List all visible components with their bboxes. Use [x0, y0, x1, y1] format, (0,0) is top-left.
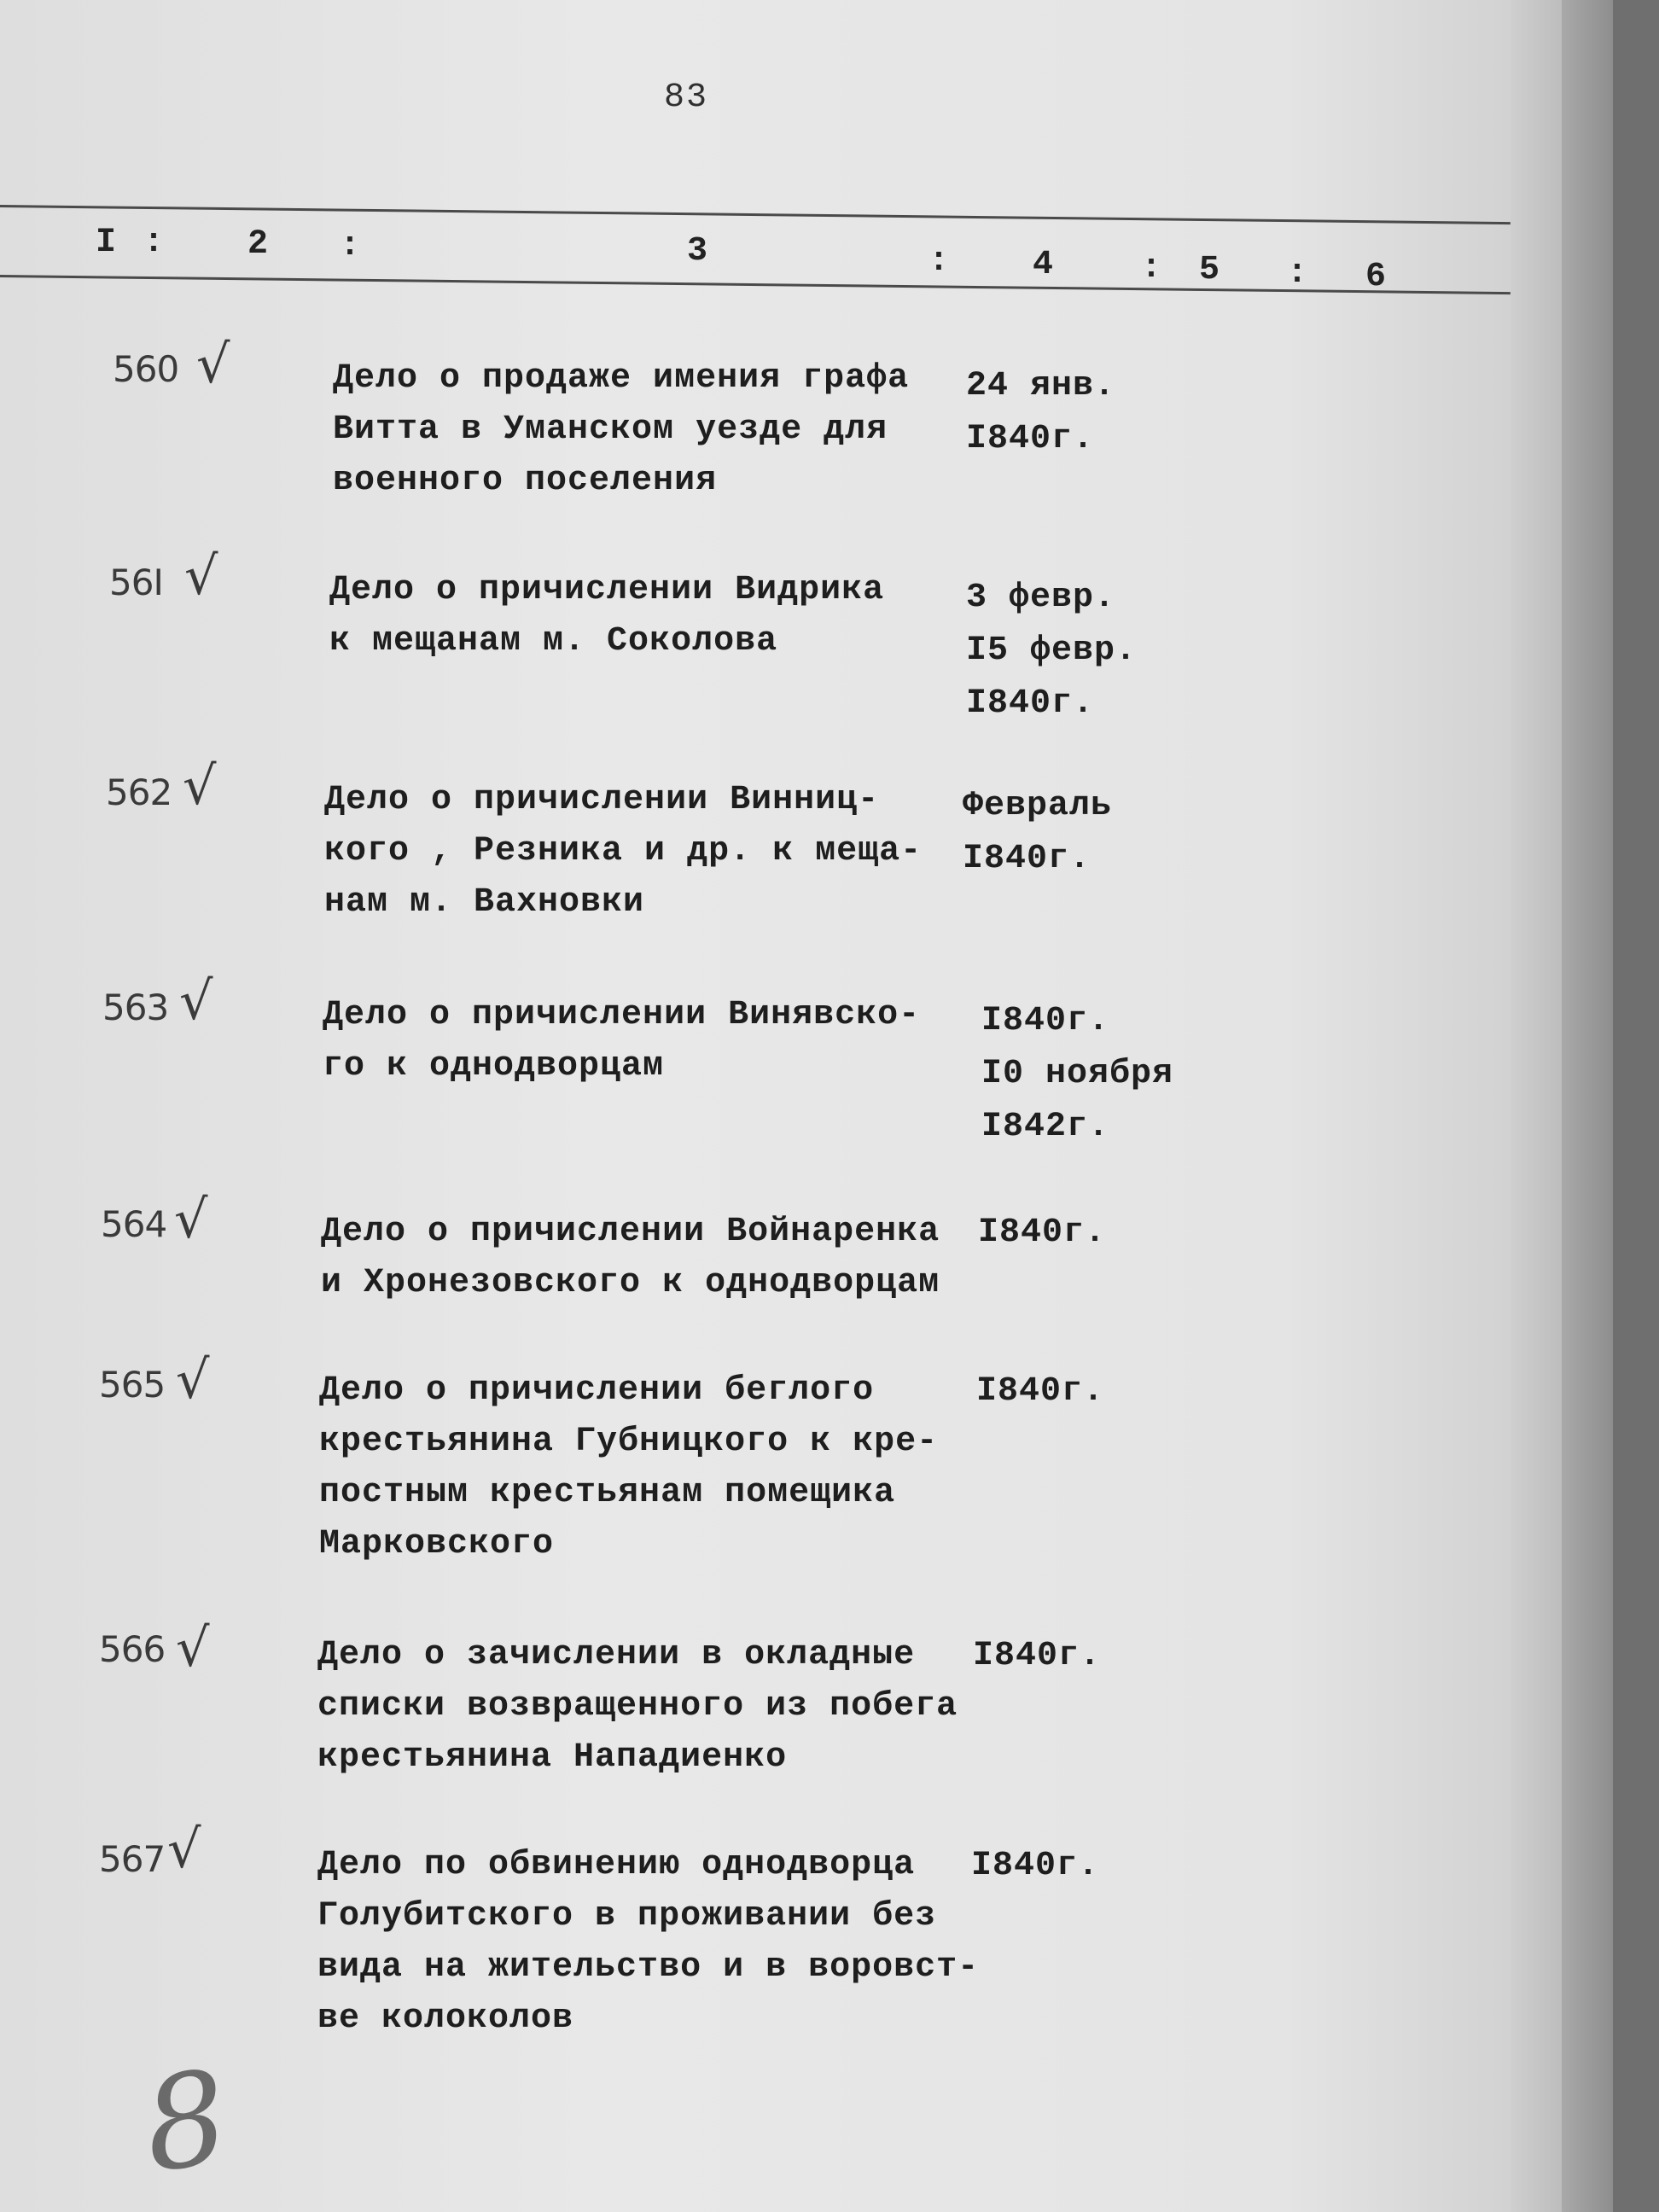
record-date: Февраль I840г. [963, 787, 1113, 878]
record-number: 562 [106, 771, 172, 813]
header-bottom-rule [0, 275, 1511, 294]
record-description: Дело о причислении Видрика к мещанам м. Соколова [329, 571, 885, 661]
record-date: I840г. [973, 1637, 1102, 1675]
page-number: 83 [664, 79, 709, 117]
record-date: 24 янв. I840г. [966, 367, 1116, 458]
record-number: 564 [101, 1203, 167, 1245]
record-number: 567 [99, 1838, 166, 1880]
column-header-1: I [96, 224, 117, 262]
check-mark-icon: √ [184, 544, 218, 607]
column-header-4: 4 [1033, 246, 1054, 284]
column-separator: : [1141, 249, 1162, 288]
record-date: I840г. [971, 1847, 1100, 1885]
check-mark-icon: √ [174, 1188, 208, 1250]
column-separator: : [1287, 254, 1308, 293]
record-number: 56I [109, 562, 163, 603]
underlying-page-edge [1562, 0, 1613, 2212]
record-description: Дело о продаже имения графа Витта в Уманском уезде для военного поселения [333, 359, 910, 500]
check-mark-icon: √ [167, 1818, 201, 1880]
header-top-rule [0, 205, 1511, 224]
record-date: I840г. I0 ноября I842г. [981, 1002, 1174, 1146]
check-mark-icon: √ [183, 754, 217, 817]
record-date: I840г. [976, 1372, 1105, 1411]
record-description: Дело о причислении Войнаренка и Хронезовского к однодворцам [321, 1213, 940, 1302]
column-header-5: 5 [1199, 251, 1220, 289]
record-description: Дело о причислении беглого крестьянина Губницкого к кре- постным крестьянам помещика Марковского [319, 1371, 939, 1563]
record-number: 565 [99, 1364, 166, 1406]
column-separator: : [928, 242, 950, 281]
record-number: 563 [102, 987, 169, 1028]
handwritten-margin-note: 8 [135, 2043, 237, 2202]
record-number: 560 [113, 348, 179, 390]
column-separator: : [340, 227, 361, 265]
background-edge [1613, 0, 1659, 2212]
column-header-2: 2 [247, 225, 269, 264]
record-description: Дело по обвинению однодворца Голубитского в проживании без вида на жительство и в воровст- ве колоколов [317, 1846, 980, 2038]
check-mark-icon: √ [176, 1348, 210, 1411]
column-header-6: 6 [1365, 258, 1387, 296]
record-number: 566 [99, 1628, 166, 1670]
underlying-page-edge [1511, 0, 1562, 2212]
record-date: 3 февр. I5 февр. I840г. [966, 579, 1138, 723]
check-mark-icon: √ [196, 333, 230, 395]
check-mark-icon: √ [176, 1616, 210, 1679]
record-date: I840г. [978, 1214, 1107, 1252]
column-header-3: 3 [687, 232, 708, 271]
column-separator: : [143, 224, 165, 262]
record-description: Дело о зачислении в окладные списки возвращенного из побега крестьянина Нападиенко [317, 1636, 958, 1777]
record-description: Дело о причислении Винявско- го к однодворцам [323, 996, 921, 1086]
record-description: Дело о причислении Винниц- кого , Резника и др. к меща- нам м. Вахновки [324, 781, 923, 922]
check-mark-icon: √ [179, 969, 213, 1032]
